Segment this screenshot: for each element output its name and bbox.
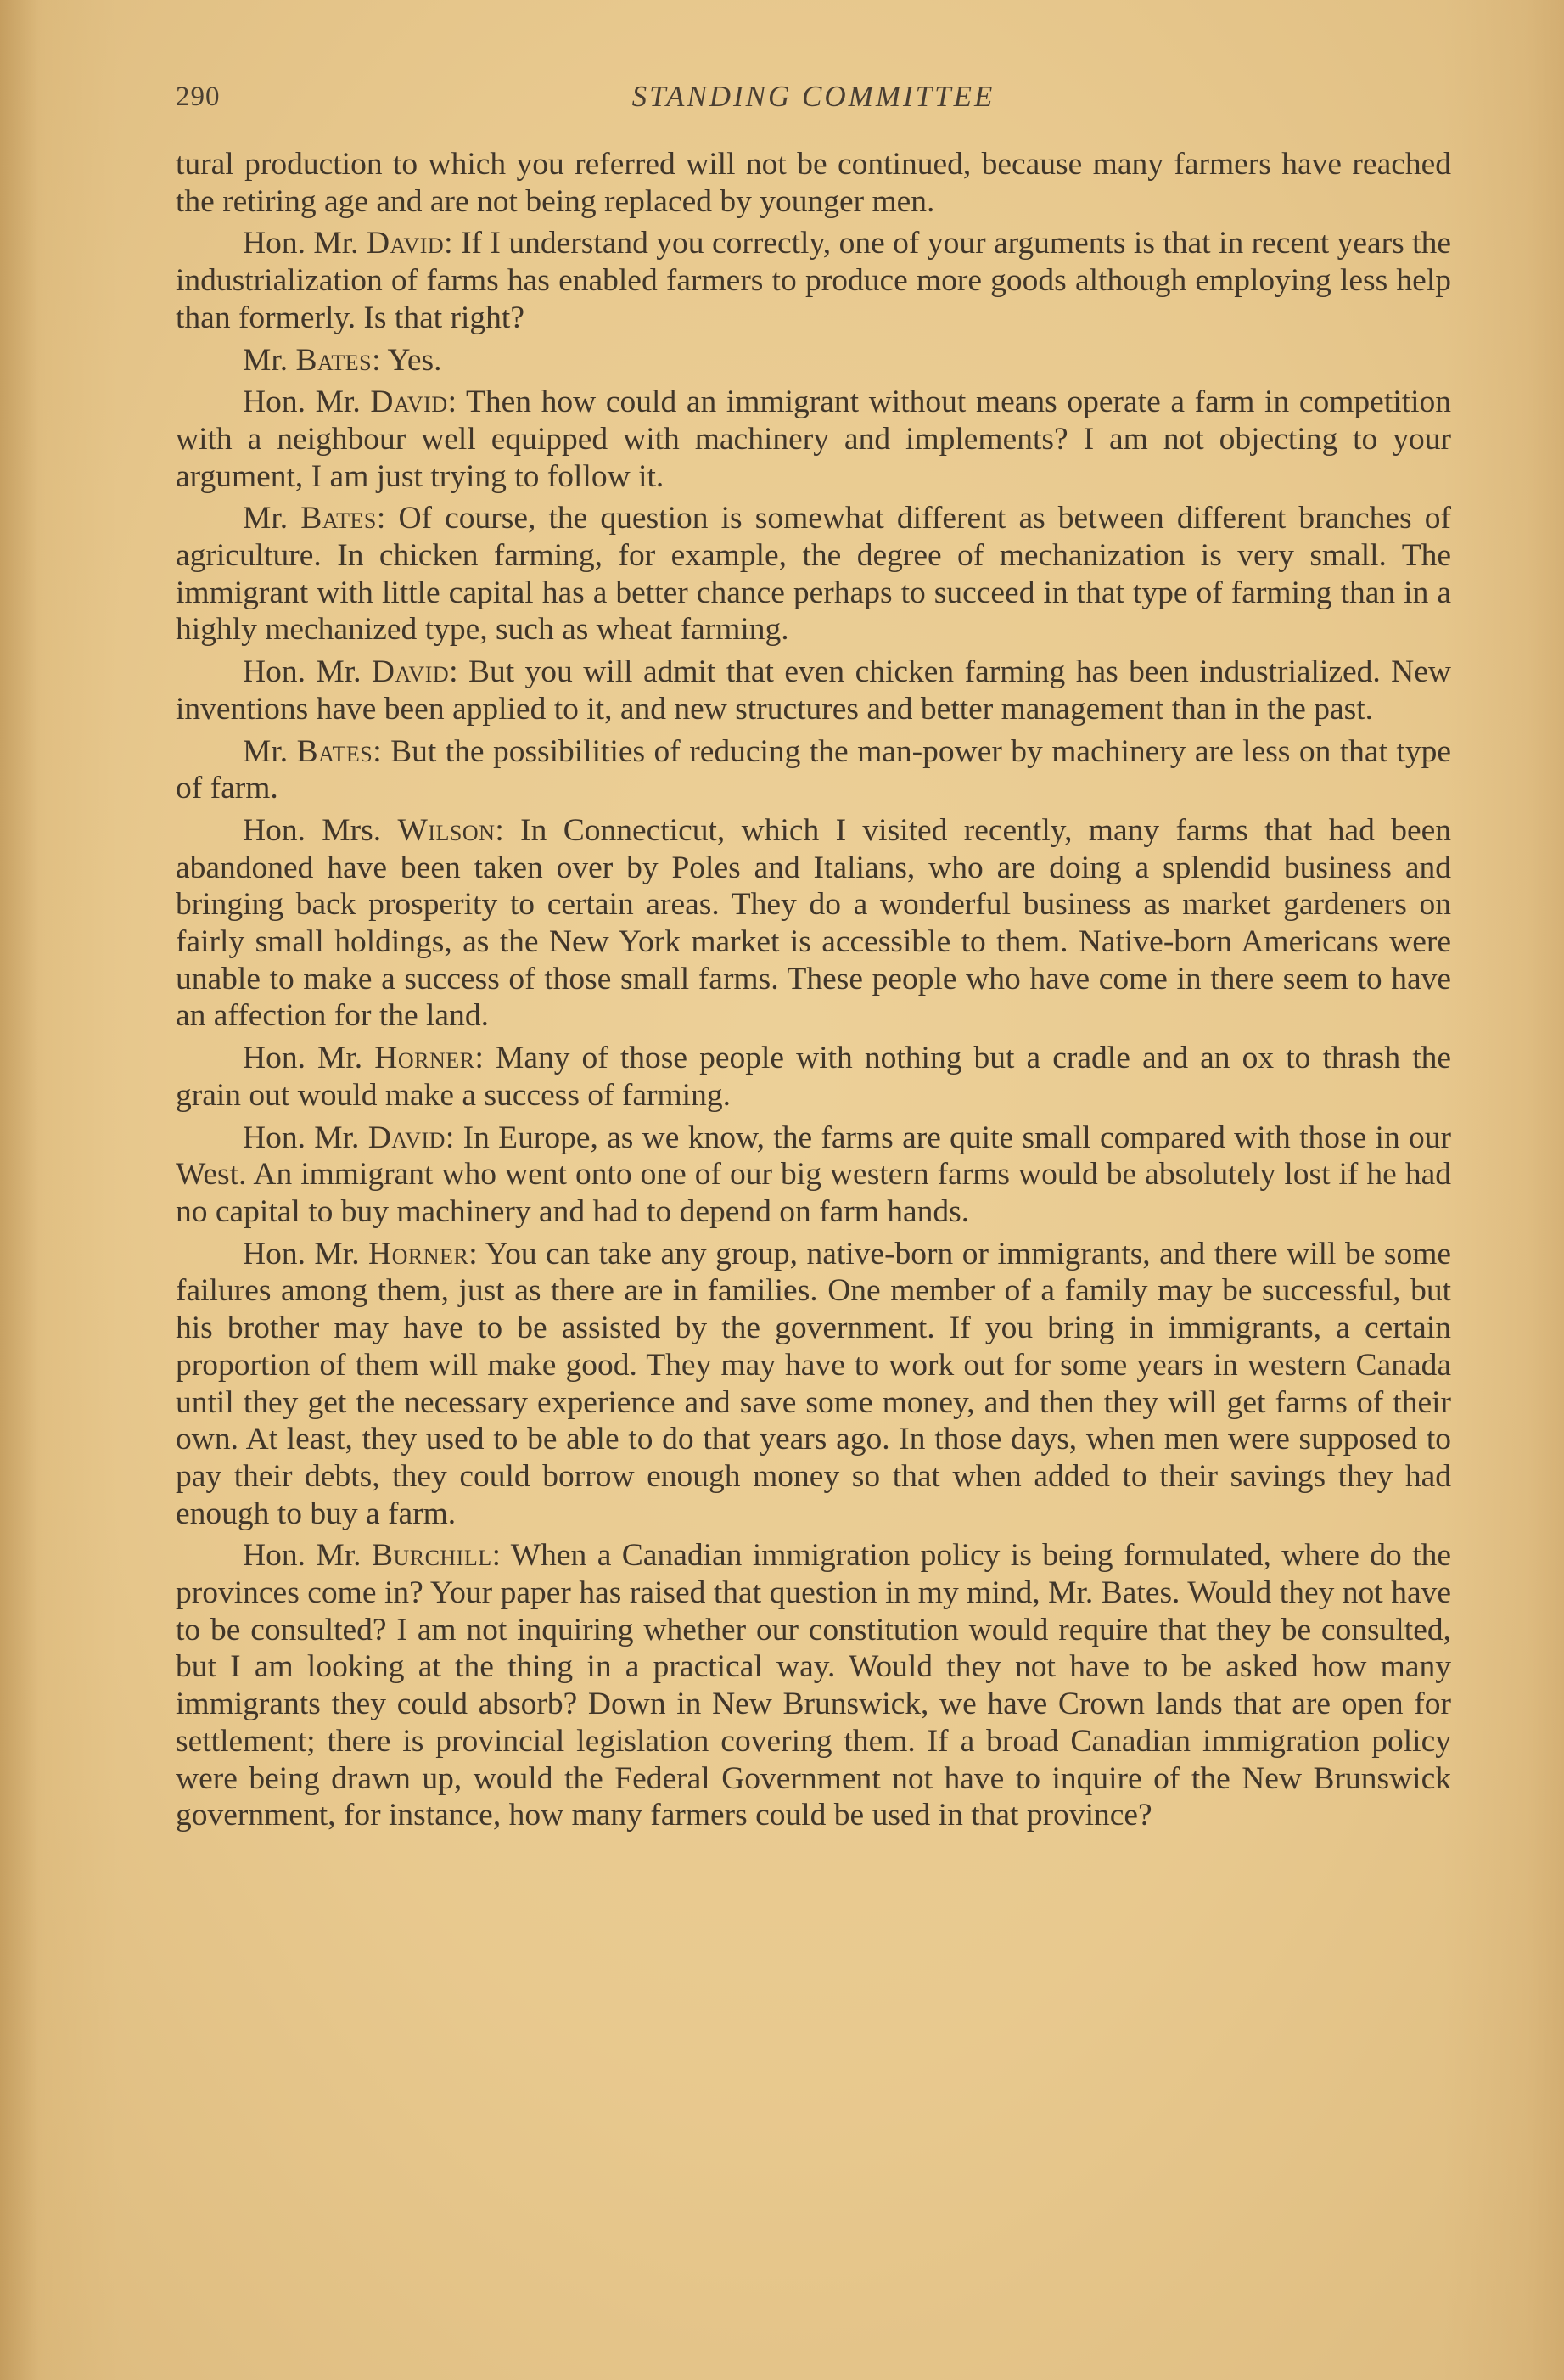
running-title: STANDING COMMITTEE (631, 80, 995, 113)
speaker-colon: : (449, 654, 458, 690)
paragraph-text: But you will admit that even chicken farming has been industrialized. New inventions have been applied to it, and new structures and better management than in the past. (176, 654, 1451, 727)
speaker-name: David (366, 226, 445, 261)
paragraph-text: You can take any group, native-born or immigrants, and there will be some failures among them, just as there are in families. One member of a family may be successful, but his brother may have to be assisted by the government. If you bring in immigrants, a certain proportion of them will make good. They may have to work out for some years in western Canada until they get the necessary experience and save some money, and then they will get farms of their own. At least, they used to be able to do that years ago. In those days, when men were supposed to pay their debts, they could borrow enough money so that when added to their savings they had enough to buy a farm. (176, 1236, 1452, 1531)
paragraph-text: Many of those people with nothing but a cradle and an ox to thrash the grain out would make a success of farming. (176, 1041, 1452, 1113)
paragraph-text: Then how could an immigrant without means operate a farm in competition with a neighbour well equipped with machinery and implements? I am not objecting to your argument, I am just trying to follow it. (176, 385, 1451, 494)
speech-paragraph (176, 733, 1451, 807)
speaker-title: Hon. Mrs. (243, 812, 398, 848)
speaker-title: Mr. (243, 342, 296, 378)
speaker-colon: : (372, 342, 381, 378)
page-number: 290 (176, 81, 221, 112)
speaker-colon: : (447, 385, 457, 420)
paragraph-text: In Europe, as we know, the farms are quite small compared with those in our West. An immigrant who went onto one of our big western farms would be absolutely lost if he had no capital to buy machinery and had to depend on farm hands. (176, 1120, 1452, 1229)
speaker-name: David (371, 654, 450, 690)
speech-paragraph (176, 812, 1451, 1035)
speaker-colon: : (445, 1120, 455, 1155)
speech-paragraph (176, 500, 1451, 648)
paragraph-text: Of course, the question is somewhat different as between different branches of agriculture. In chicken farming, for example, the degree of mechanization is very small. The immigrant with little capital has a better chance perhaps to succeed in that type of farming than in a highly mechanized type, such as wheat farming. (176, 501, 1452, 648)
speaker-title: Mr. (243, 501, 301, 536)
speaker-title: Hon. Mr. (243, 1120, 368, 1155)
paragraph-text: In Connecticut, which I visited recently, many farms that had been abandoned have been taken over by Poles and Italians, who are doing a splendid business and bringing back prosperity to certain areas. They do a wonderful business as market gardeners on fairly small holdings, as the New York market is accessible to them. Native-born Americans were unable to make a success of those small farms. These people who have come in there seem to have an affection for the land. (176, 812, 1451, 1034)
speaker-title: Hon. Mr. (243, 1538, 372, 1574)
paragraph-text: Yes. (380, 342, 442, 378)
speaker-title: Hon. Mr. (243, 385, 371, 420)
speaker-name: Horner (374, 1041, 475, 1076)
transcript-body (176, 146, 1451, 1839)
speaker-name: Wilson (397, 812, 496, 848)
speech-paragraph (176, 1537, 1451, 1834)
speaker-name: David (367, 1120, 446, 1155)
speaker-name: Bates (296, 733, 373, 769)
paragraph-continuation (176, 146, 1451, 220)
paragraph-text: But the possibilities of reducing the man-power by machinery are less on that type of farm. (176, 733, 1451, 806)
speech-paragraph (176, 1236, 1451, 1533)
speaker-title: Hon. Mr. (243, 654, 372, 690)
speech-paragraph (176, 654, 1451, 727)
paragraph-text: tural production to which you referred will not be continued, because many farmers have reached the retiring age and are not being replaced by younger men. (176, 147, 1451, 219)
speech-paragraph (176, 342, 1451, 379)
speaker-colon: : (468, 1236, 478, 1271)
speaker-colon: : (495, 812, 504, 848)
speaker-name: Burchill (371, 1538, 492, 1574)
speaker-title: Hon. Mr. (243, 1041, 375, 1076)
speaker-title: Hon. Mr. (243, 1236, 369, 1271)
speaker-name: David (370, 385, 448, 420)
speaker-title: Hon. Mr. (243, 226, 367, 261)
speech-paragraph (176, 384, 1451, 495)
paragraph-text: When a Canadian immigration policy is being formulated, where do the provinces come in? Your paper has raised that question in my mind, Mr. Bates. Would they not have to be consulted? I am not inquiring whether our constitution would require that they be consulted, but I am looking at the thing in a practical way. Would they not have to be asked how many immigrants they could absorb? Down in New Brunswick, we have Crown lands that are open for settlement; there is provincial legislation covering them. If a broad Canadian immigration policy were being drawn up, would the Federal Government not have to inquire of the New Brunswick government, for instance, how many farmers could be used in that province? (176, 1538, 1452, 1833)
speech-paragraph (176, 225, 1451, 336)
speaker-name: Bates (300, 501, 377, 536)
speaker-title: Mr. (243, 733, 297, 769)
speaker-colon: : (491, 1538, 502, 1574)
speech-paragraph (176, 1120, 1451, 1231)
paragraph-text: If I understand you correctly, one of your arguments is that in recent years the industrialization of farms has enabled farmers to produce more goods although employing less help than formerly. Is that right? (176, 226, 1451, 335)
speaker-colon: : (376, 501, 386, 536)
running-head (176, 75, 1451, 126)
speaker-name: Horner (368, 1236, 469, 1271)
speaker-colon: : (444, 226, 453, 261)
speech-paragraph (176, 1040, 1451, 1114)
speaker-name: Bates (295, 342, 373, 378)
speaker-colon: : (474, 1041, 484, 1076)
binding-edge-shadow (0, 0, 38, 2380)
speaker-colon: : (373, 733, 382, 769)
